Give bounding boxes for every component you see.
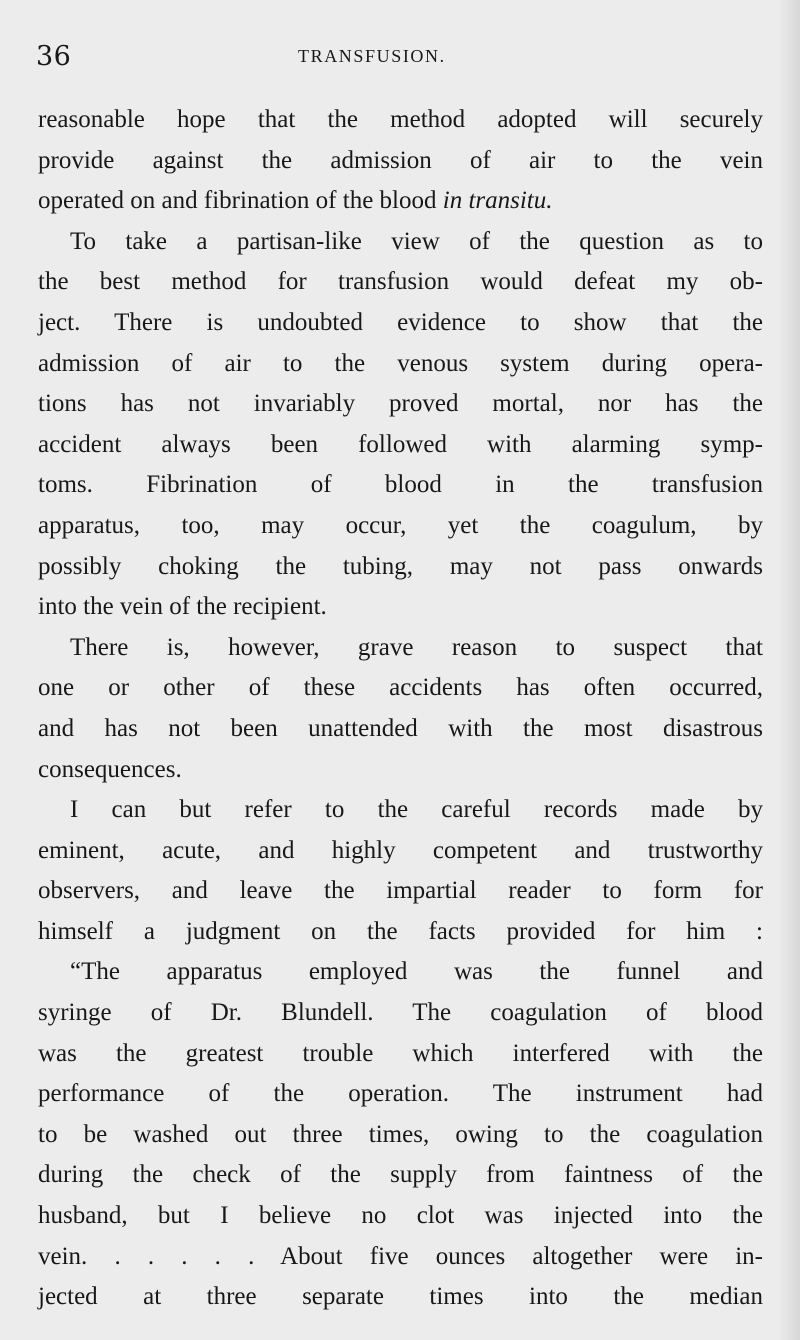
text-line: himself a judgment on the facts provided for him : [38,917,763,945]
text-line: consequences. [38,755,182,783]
text-line: tions has not invariably proved mortal, nor has the [38,390,763,418]
text-line: one or other of these accidents has often occurred, [38,674,763,702]
body-text [38,100,763,1318]
text-line: performance of the operation. The instrument had [38,1080,763,1108]
italic-phrase: in transitu. [442,187,553,215]
text-line [38,181,763,222]
text-line: eminent, acute, and highly competent and trustworthy [38,836,763,864]
text-line: jected at three separate times into the median [38,1283,763,1311]
page-number: 36 [36,41,72,72]
text-line: into the vein of the recipient. [38,593,327,621]
text-line: apparatus, too, may occur, yet the coagulum, by [38,511,763,539]
text-line: was the greatest trouble which interfered with the [38,1039,763,1067]
page-edge-shadow [778,0,800,1340]
text-line: reasonable hope that the method adopted will securely [38,106,763,133]
text-line: to be washed out three times, owing to the coagulation [38,1120,763,1148]
text-line: I can but refer to the careful records made by [70,796,763,824]
text-line: the best method for transfusion would defeat my ob- [38,268,763,296]
text-line: accident always been followed with alarming symp- [38,430,763,458]
text-line: during the check of the supply from faintness of the [38,1161,763,1189]
text-line: There is, however, grave reason to suspect that [70,633,763,661]
text-line: toms. Fibrination of blood in the transfusion [38,471,763,499]
text-line-roman: operated on and fibrination of the blood [38,187,437,215]
text-line: syringe of Dr. Blundell. The coagulation of blood [38,999,763,1027]
text-line: vein. . . . . . About five ounces altogether were in- [38,1242,763,1270]
text-line: “The apparatus employed was the funnel and [70,958,763,986]
text-line: husband, but I believe no clot was injected into the [38,1202,763,1230]
text-line: ject. There is undoubted evidence to show that the [38,308,763,336]
text-line: To take a partisan-like view of the question as to [70,227,763,255]
text-line: possibly choking the tubing, may not pass onwards [38,552,763,580]
text-line: provide against the admission of air to the vein [38,146,763,174]
text-line: admission of air to the venous system during opera- [38,349,763,377]
text-line: and has not been unattended with the most disastrous [38,714,763,742]
text-line: observers, and leave the impartial reader to form for [38,877,763,905]
running-title: TRANSFUSION. [298,46,446,66]
